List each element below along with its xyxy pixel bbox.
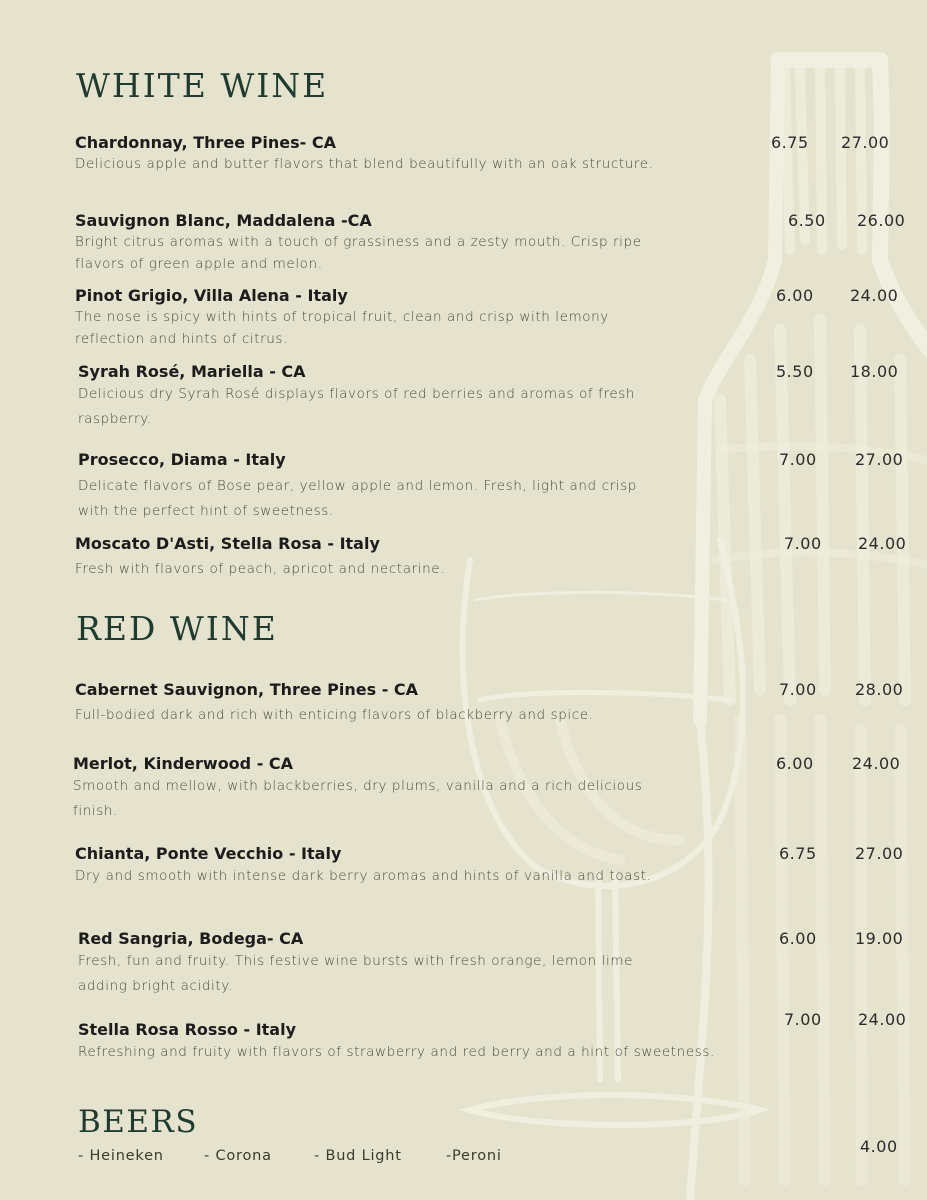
- glass-price: 6.75: [771, 133, 809, 152]
- beer-price: 4.00: [860, 1137, 898, 1156]
- item-name: Red Sangria, Bodega- CA: [78, 929, 304, 948]
- glass-price: 6.00: [779, 929, 817, 948]
- white-wine-heading: WHITE WINE: [76, 66, 329, 105]
- glass-price: 6.00: [776, 286, 814, 305]
- item-name: Syrah Rosé, Mariella - CA: [78, 362, 306, 381]
- glass-price: 7.00: [779, 450, 817, 469]
- bottle-price: 24.00: [850, 286, 899, 305]
- bottle-price: 27.00: [855, 844, 904, 863]
- item-name: Moscato D'Asti, Stella Rosa - Italy: [75, 534, 380, 553]
- bottle-price: 26.00: [857, 211, 906, 230]
- item-description: Fresh, fun and fruity. This festive wine bursts with fresh orange, lemon lime adding bright acidity.: [78, 953, 634, 994]
- item-name: Stella Rosa Rosso - Italy: [78, 1020, 297, 1039]
- glass-price: 5.50: [776, 362, 814, 381]
- glass-price: 7.00: [784, 534, 822, 553]
- red-wine-heading: RED WINE: [76, 609, 278, 648]
- item-description: Dry and smooth with intense dark berry aromas and hints of vanilla and toast.: [75, 868, 652, 884]
- item-description: Bright citrus aromas with a touch of grassiness and a zesty mouth. Crisp ripe flavors of green apple and melon.: [75, 234, 642, 272]
- item-description: Delicious dry Syrah Rosé displays flavors of red berries and aromas of fresh raspberry.: [78, 386, 636, 427]
- bottle-price: 24.00: [858, 1010, 907, 1029]
- bottle-price: 27.00: [855, 450, 904, 469]
- bottle-price: 18.00: [850, 362, 899, 381]
- beers-heading: BEERS: [78, 1104, 199, 1140]
- item-name: Chardonnay, Three Pines- CA: [75, 133, 336, 152]
- bottle-price: 19.00: [855, 929, 904, 948]
- item-name: Pinot Grigio, Villa Alena - Italy: [75, 286, 348, 305]
- glass-price: 6.50: [788, 211, 826, 230]
- glass-price: 7.00: [779, 680, 817, 699]
- beer-item: - Bud Light: [314, 1148, 402, 1164]
- item-name: Cabernet Sauvignon, Three Pines - CA: [75, 680, 419, 699]
- item-name: Merlot, Kinderwood - CA: [73, 754, 294, 773]
- glass-price: 7.00: [784, 1010, 822, 1029]
- item-name: Prosecco, Diama - Italy: [78, 450, 286, 469]
- item-name: Sauvignon Blanc, Maddalena -CA: [75, 211, 372, 230]
- bottle-price: 24.00: [852, 754, 901, 773]
- item-description: Delicious apple and butter flavors that blend beautifully with an oak structure.: [75, 156, 654, 172]
- glass-price: 6.75: [779, 844, 817, 863]
- item-description: Smooth and mellow, with blackberries, dry plums, vanilla and a rich delicious finish.: [73, 778, 643, 819]
- bottle-price: 27.00: [841, 133, 890, 152]
- item-description: Delicate flavors of Bose pear, yellow apple and lemon. Fresh, light and crisp with the perfect hint of sweetness.: [78, 478, 637, 519]
- item-description: The nose is spicy with hints of tropical fruit, clean and crisp with lemony reflection and hints of citrus.: [75, 309, 609, 347]
- item-name: Chianta, Ponte Vecchio - Italy: [75, 844, 342, 863]
- glass-price: 6.00: [776, 754, 814, 773]
- item-description: Refreshing and fruity with flavors of strawberry and red berry and a hint of sweetness.: [78, 1044, 715, 1060]
- beer-item: - Corona: [204, 1148, 272, 1164]
- item-description: Fresh with flavors of peach, apricot and nectarine.: [75, 561, 446, 577]
- bottle-price: 24.00: [858, 534, 907, 553]
- beer-item: -Peroni: [446, 1148, 502, 1164]
- item-description: Full-bodied dark and rich with enticing flavors of blackberry and spice.: [75, 707, 594, 723]
- bottle-price: 28.00: [855, 680, 904, 699]
- beer-item: - Heineken: [78, 1148, 164, 1164]
